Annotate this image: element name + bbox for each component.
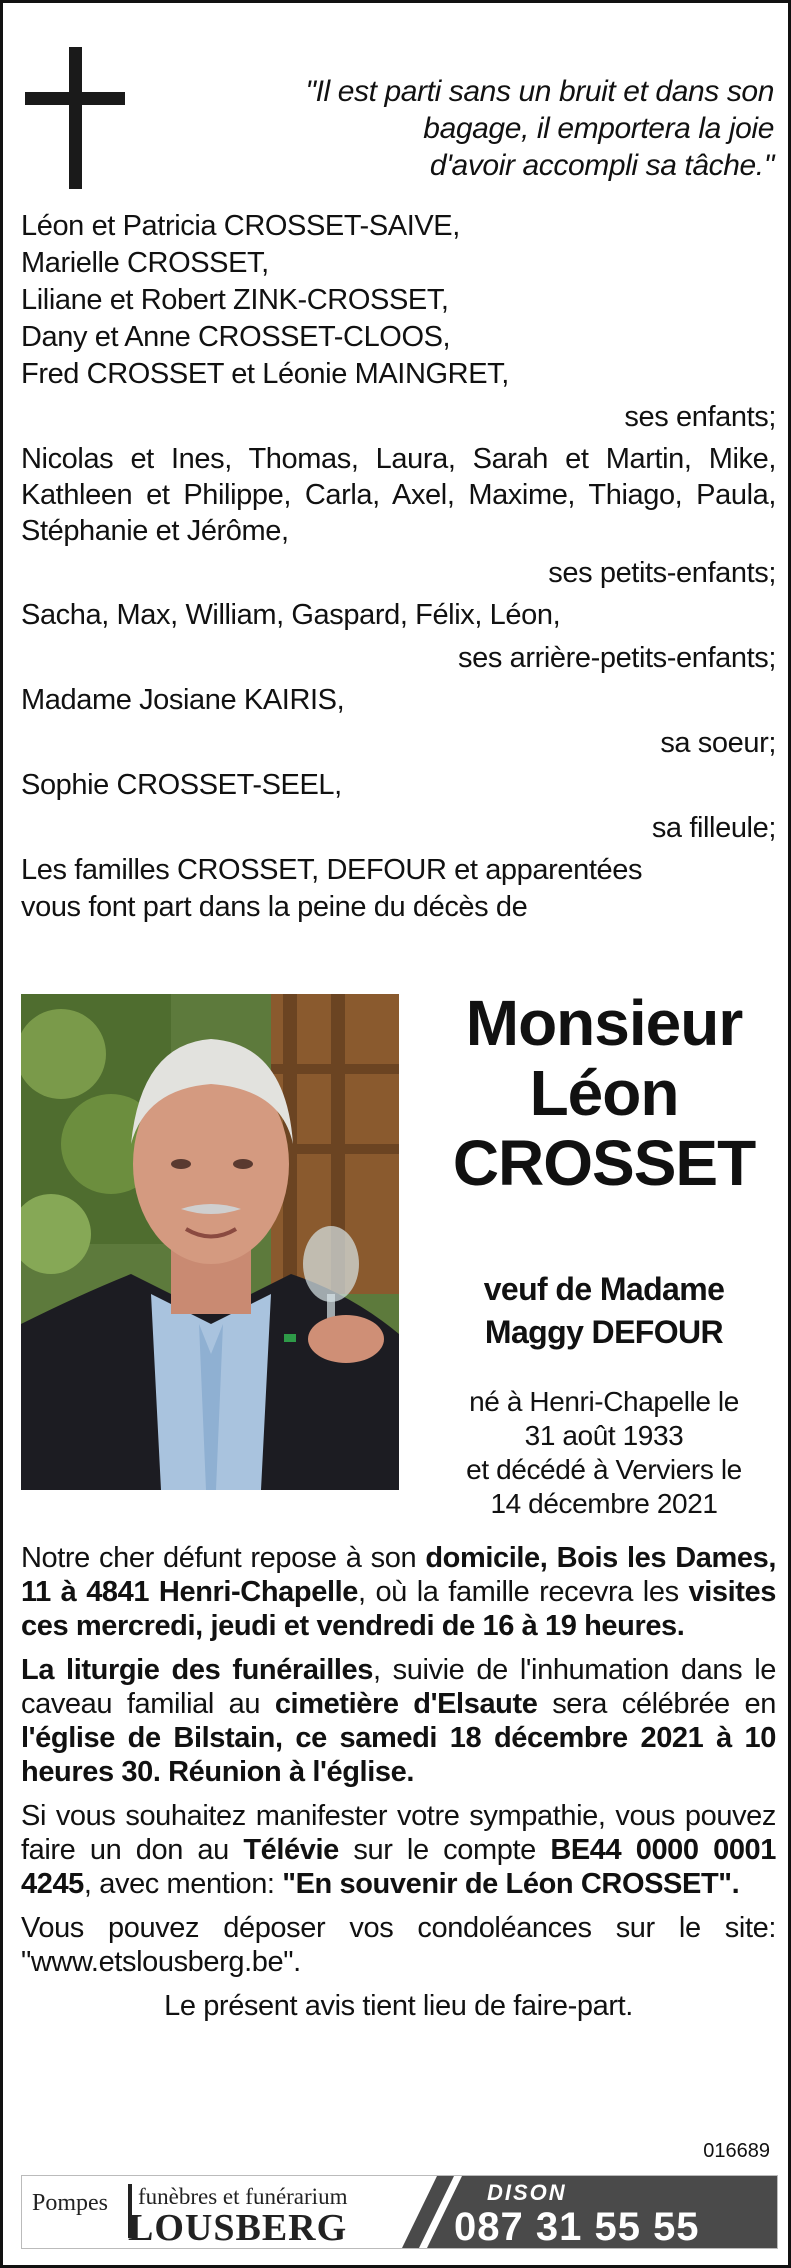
- child-name: Fred CROSSET et Léonie MAINGRET,: [21, 358, 509, 390]
- condolences-paragraph: Vous pouvez déposer vos condoléances sur le site: "www.etslousberg.be".: [21, 1912, 776, 1978]
- text: , où la famille recevra les: [357, 1576, 689, 1608]
- portrait-photo: [21, 994, 399, 1490]
- funeral-home-banner: [21, 2175, 778, 2249]
- grandchildren-names: Nicolas et Ines, Thomas, Laura, Sarah et Martin, Mike, Kathleen et Philippe, Carla, Axel, Maxime, Thiago, Paula, Stéphanie et Jérôme,: [21, 443, 776, 547]
- quote-line: bagage, il emportera la joie: [423, 112, 774, 145]
- children-label: ses enfants;: [624, 401, 776, 433]
- sister-label: sa soeur;: [660, 727, 776, 759]
- birth-death-dates: [423, 1385, 785, 1521]
- grandchildren-label: ses petits-enfants;: [548, 557, 776, 589]
- goddaughter-label: sa filleule;: [651, 812, 776, 844]
- quote-line: d'avoir accompli sa tâche.": [429, 149, 774, 182]
- child-name: Marielle CROSSET,: [21, 247, 269, 279]
- goddaughter-name: Sophie CROSSET-SEEL,: [21, 769, 342, 801]
- footer-city: DISON: [487, 2180, 567, 2205]
- quote-line: "Il est parti sans un bruit et dans son: [305, 75, 774, 108]
- widow-line: veuf de Madame: [483, 1271, 725, 1307]
- epitaph-quote: [174, 73, 774, 184]
- deceased-last-name: CROSSET: [452, 1127, 756, 1199]
- child-name: Dany et Anne CROSSET-CLOOS,: [21, 321, 451, 353]
- cross-icon: [25, 47, 125, 189]
- sister-name: Madame Josiane KAIRIS,: [21, 684, 345, 716]
- text: , suivie de l'inhumation dans le caveau familial au: [21, 1654, 777, 1720]
- cemetery: cimetière d'Elsaute: [274, 1688, 538, 1720]
- donation-mention: "En souvenir de Léon CROSSET".: [282, 1868, 740, 1900]
- ceremony-details: l'église de Bilstain, ce samedi 18 décembre 2021 à 10 heures 30. Réunion à l'église.: [21, 1722, 776, 1788]
- account-number: BE44 0000 0001 4245: [21, 1834, 776, 1900]
- donation-paragraph: [21, 1799, 776, 1901]
- born-date: 31 août 1933: [524, 1420, 684, 1451]
- family-list: [21, 208, 776, 926]
- text: Notre cher défunt repose à son: [21, 1542, 426, 1574]
- text: sera célébrée en: [537, 1688, 776, 1720]
- deceased-first-name: Léon: [529, 1057, 679, 1129]
- born-line: né à Henri-Chapelle le: [469, 1386, 739, 1417]
- widow-line: Maggy DEFOUR: [484, 1314, 724, 1350]
- visit-hours: visites ces mercredi, jeudi et vendredi de 16 à 19 heures.: [21, 1576, 776, 1642]
- text: sur le compte: [338, 1834, 551, 1866]
- footer-phone: 087 31 55 55: [454, 2205, 700, 2248]
- deceased-name: [423, 988, 785, 1198]
- greatgrandchildren-label: ses arrière-petits-enfants;: [458, 642, 776, 674]
- child-name: Liliane et Robert ZINK-CROSSET,: [21, 284, 449, 316]
- address: domicile, Bois les Dames, 11 à 4841 Henri-Chapelle: [21, 1542, 776, 1608]
- repose-paragraph: [21, 1541, 776, 1643]
- footer-brand: LOUSBERG: [128, 2207, 348, 2248]
- footer-funebres: funèbres et funérarium: [138, 2184, 348, 2209]
- families-line: Les familles CROSSET, DEFOUR et apparentées: [21, 854, 643, 886]
- greatgrandchildren-names: Sacha, Max, William, Gaspard, Félix, Léon,: [21, 599, 561, 631]
- notice-body: [21, 1541, 776, 2033]
- liturgy-label: La liturgie des funérailles: [21, 1654, 373, 1686]
- widow-of: [423, 1268, 785, 1354]
- text: , avec mention:: [83, 1868, 283, 1900]
- text: Si vous souhaitez manifester votre sympathie, vous pouvez faire un don au: [21, 1800, 776, 1866]
- reference-number: 016689: [703, 2140, 770, 2162]
- charity: Télévie: [243, 1834, 339, 1866]
- deceased-title: Monsieur: [465, 987, 743, 1059]
- footer-pompes: Pompes: [32, 2190, 109, 2216]
- died-line: et décédé à Verviers le: [466, 1454, 742, 1485]
- faire-part-note: Le présent avis tient lieu de faire-part.: [164, 1990, 633, 2022]
- announcement-line: vous font part dans la peine du décès de: [21, 891, 528, 923]
- died-date: 14 décembre 2021: [490, 1488, 718, 1519]
- liturgy-paragraph: [21, 1653, 776, 1789]
- child-name: Léon et Patricia CROSSET-SAIVE,: [21, 210, 460, 242]
